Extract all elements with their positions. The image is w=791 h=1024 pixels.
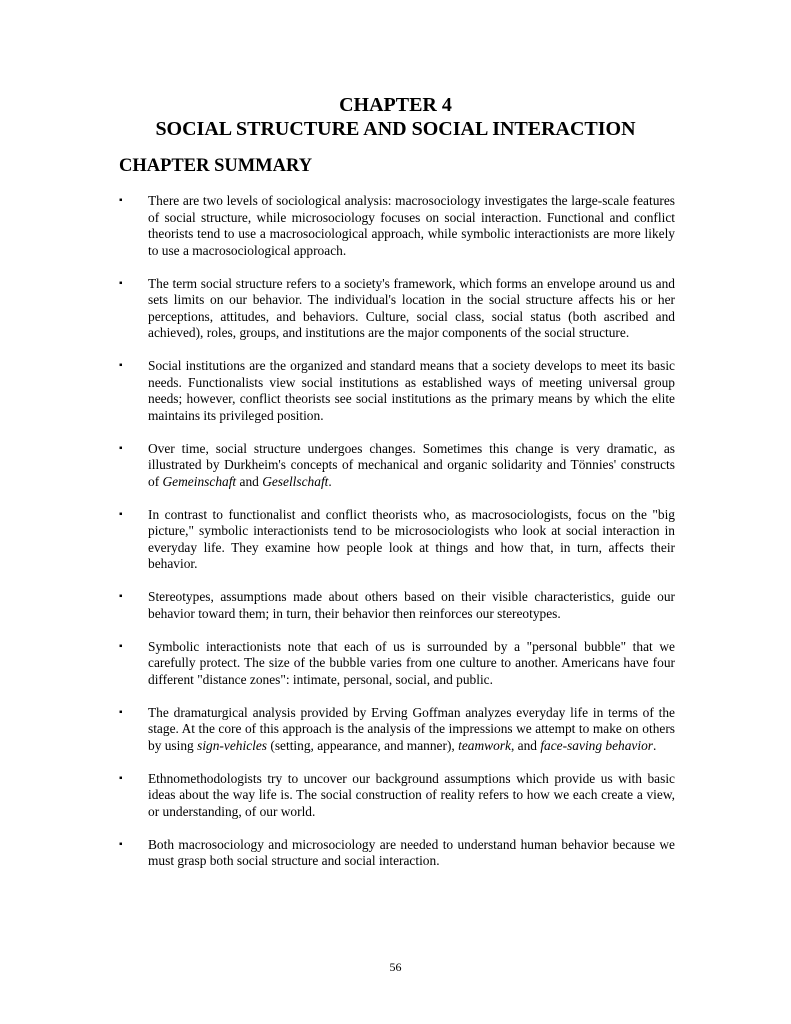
chapter-title: SOCIAL STRUCTURE AND SOCIAL INTERACTION xyxy=(155,118,636,140)
bullet-text xyxy=(148,193,675,258)
text-run: The term social structure refers to a society's framework, which forms an envelope around us and sets limits on our behavior. The individual's location in the social structure affects his or her perceptions, attitudes, and behaviors. Culture, social class, social status (both ascribed and achieved), roles, groups, and institutions are the major components of the social structure. xyxy=(148,275,675,340)
summary-bullet-item xyxy=(119,771,675,821)
bullet-text xyxy=(148,771,675,819)
italic-term: teamwork xyxy=(458,737,511,753)
text-run: The dramaturgical analysis provided by Erving Goffman analyzes everyday life in terms of the stage. At the core of this approach is the analysis of the impressions we attempt to make on others by using xyxy=(148,704,675,753)
bullet-text xyxy=(148,507,675,572)
bullet-marker-icon: ▪ xyxy=(119,277,123,289)
bullet-text xyxy=(148,276,675,341)
section-heading: CHAPTER SUMMARY xyxy=(119,156,313,176)
italic-term: sign-vehicles xyxy=(197,737,268,753)
bullet-text xyxy=(148,639,675,687)
summary-bullet-item xyxy=(119,589,675,622)
summary-bullet-item xyxy=(119,705,675,755)
text-run: Ethnomethodologists try to uncover our background assumptions which provide us with basic ideas about the way life is. The social construction of reality refers to how we each create a view, or understanding, of our world. xyxy=(148,770,675,819)
summary-bullet-item xyxy=(119,639,675,689)
text-run: (setting, appearance, and manner), xyxy=(267,737,459,753)
chapter-number: CHAPTER 4 xyxy=(339,94,452,116)
bullet-marker-icon: ▪ xyxy=(119,706,123,718)
bullet-marker-icon: ▪ xyxy=(119,508,123,520)
bullet-marker-icon: ▪ xyxy=(119,195,123,206)
bullet-text xyxy=(148,441,675,489)
summary-bullet-item xyxy=(119,837,675,870)
text-run: Both macrosociology and microsociology are needed to understand human behavior because we must grasp both social structure and social interaction. xyxy=(148,836,675,868)
bullet-marker-icon: ▪ xyxy=(119,442,123,454)
text-run: There are two levels of sociological analysis: macrosociology investigates the large-scale features of social structure, while microsociology focuses on social interaction. Functional and conflict theorists tend to use a macrosociological approach, while symbolic interactionists are more likely to use a macrosociological approach. xyxy=(148,193,675,258)
italic-term: Gesellschaft xyxy=(262,473,329,489)
bullet-marker-icon: ▪ xyxy=(119,640,123,652)
bullet-text xyxy=(148,589,675,621)
bullet-marker-icon: ▪ xyxy=(119,838,123,850)
text-run: Symbolic interactionists note that each of us is surrounded by a "personal bubble" that we carefully protect. The size of the bubble varies from one culture to another. Americans have four different "distance zones": intimate, personal, social, and public. xyxy=(148,638,675,687)
text-run: In contrast to functionalist and conflict theorists who, as macrosociologists, focus on the "big picture," symbolic interactionists tend to be microsociologists who look at social interaction in everyday life. They examine how people look at things and how that, in turn, affects their behavior. xyxy=(148,506,675,571)
summary-bullet-item xyxy=(119,358,675,424)
italic-term: face-saving behavior xyxy=(540,737,653,753)
bullet-text xyxy=(148,705,675,753)
bullet-marker-icon: ▪ xyxy=(119,772,123,784)
text-run: Social institutions are the organized and standard means that a society develops to meet its basic needs. Functionalists view social institutions as established ways of meeting universal group needs; however, conflict theorists see social institutions as the primary means by which the elite maintains its privileged position. xyxy=(148,358,675,423)
bullet-text xyxy=(148,837,675,869)
bullet-text xyxy=(148,358,675,423)
summary-bullet-list xyxy=(119,193,675,886)
text-run: . xyxy=(653,737,657,753)
text-run: . xyxy=(328,473,332,489)
summary-bullet-item xyxy=(119,507,675,573)
summary-bullet-item xyxy=(119,193,675,259)
summary-bullet-item xyxy=(119,276,675,342)
summary-bullet-item xyxy=(119,441,675,491)
text-run: and xyxy=(236,473,263,489)
text-run: Stereotypes, assumptions made about others based on their visible characteristics, guide our behavior toward them; in turn, their behavior then reinforces our stereotypes. xyxy=(148,589,675,621)
text-run: , and xyxy=(510,737,541,753)
bullet-marker-icon: ▪ xyxy=(119,591,123,602)
text-run: Over time, social structure undergoes changes. Sometimes this change is very dramatic, as illustrated by Durkheim's concepts of mechanical and organic solidarity and Tönnies' constructs of xyxy=(148,440,675,489)
italic-term: Gemeinschaft xyxy=(162,473,237,489)
page-number: 56 xyxy=(389,960,402,974)
chapter-heading xyxy=(0,93,791,141)
bullet-marker-icon: ▪ xyxy=(119,360,123,371)
